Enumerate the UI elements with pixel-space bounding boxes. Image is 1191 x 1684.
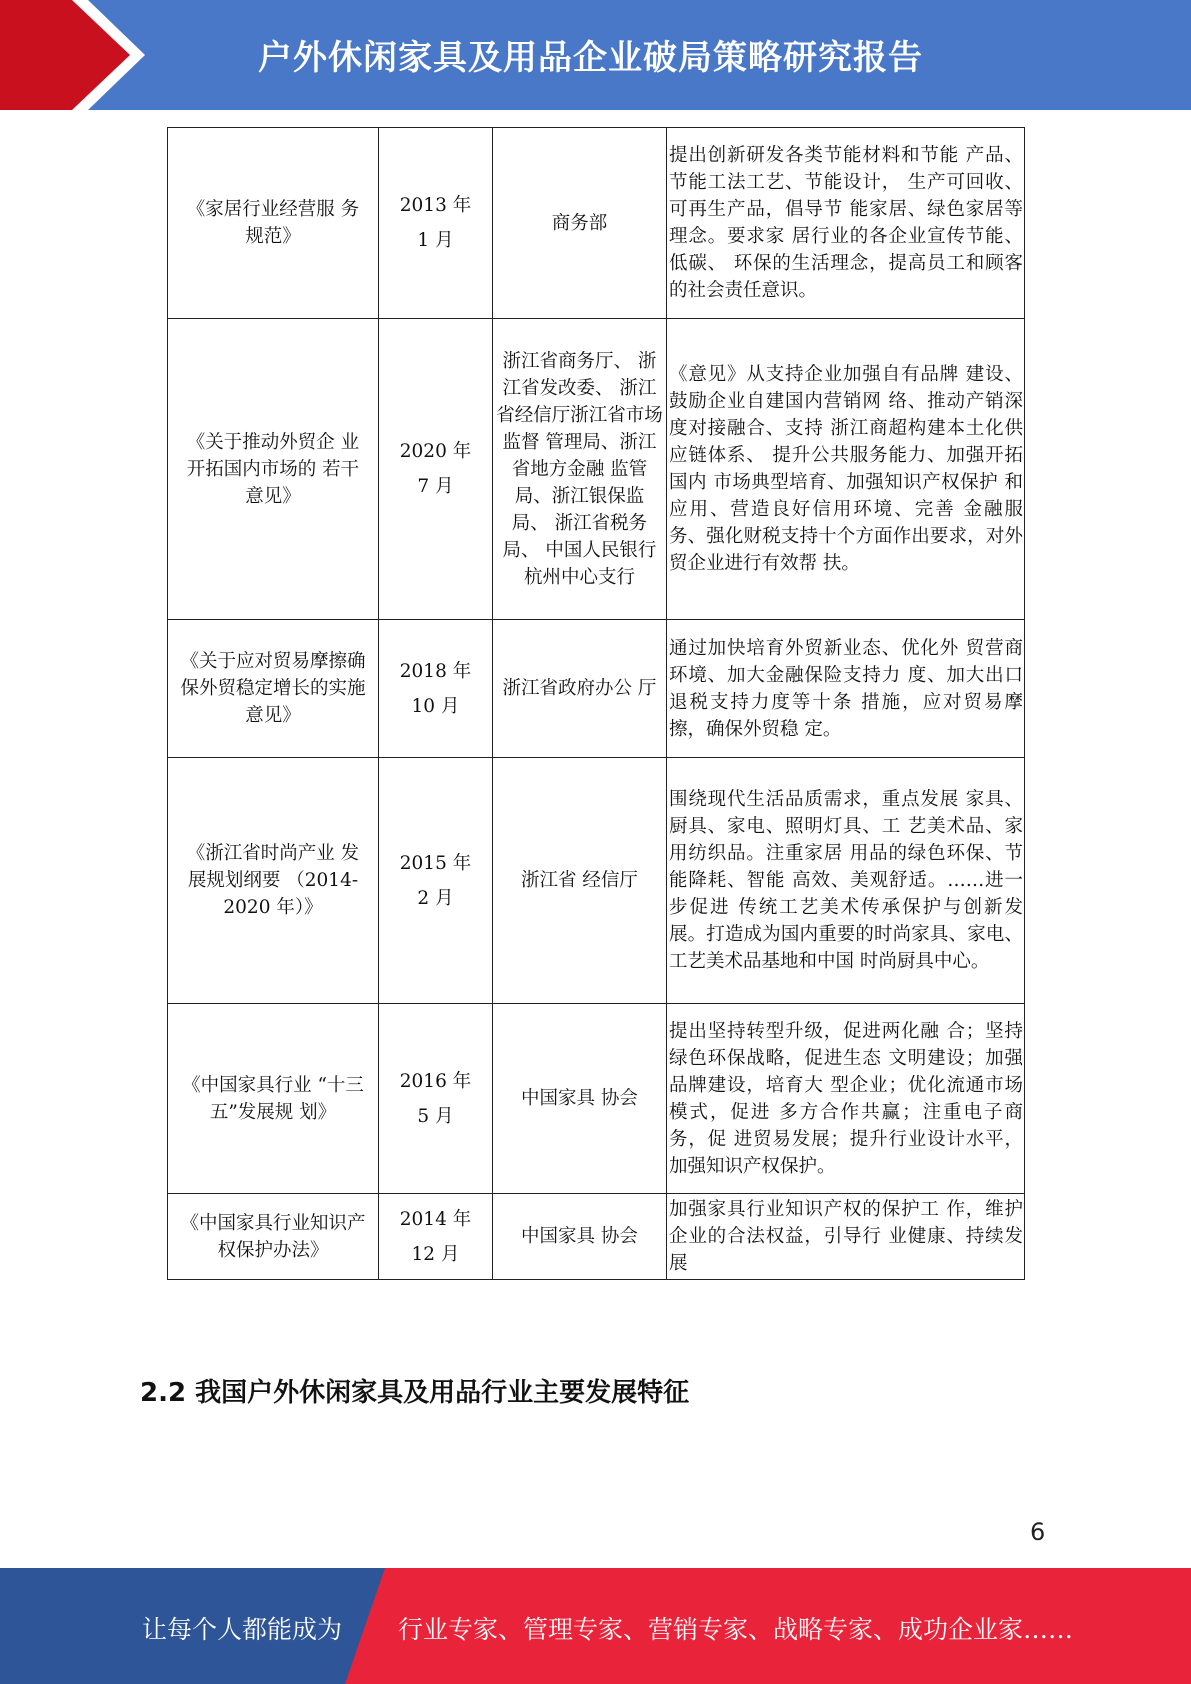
page-number: 6 (1030, 1518, 1046, 1546)
policy-department: 浙江省 经信厅 (493, 758, 667, 1004)
policy-date-year: 2018 年 (399, 660, 472, 682)
policy-content: 提出坚持转型升级，促进两化融 合；坚持绿色环保战略，促进生态 文明建设；加强品牌建设，培育大 型企业；优化流通市场模式，促进 多方合作共赢；注重电子商务，促 进贸易发展；提升行业设计水平， 加强知识产权保护。 (667, 1004, 1025, 1194)
policy-date-month: 10 月 (411, 695, 460, 717)
policy-date-year: 2020 年 (399, 441, 472, 462)
policy-department: 中国家具 协会 (493, 1004, 667, 1194)
report-title: 户外休闲家具及用品企业破局策略研究报告 (258, 38, 923, 78)
table-row (168, 1004, 1025, 1194)
table-row (168, 758, 1025, 1004)
footer-slogan-right: 行业专家、管理专家、营销专家、战略专家、成功企业家…… (398, 1615, 1074, 1644)
policy-date-year: 2016 年 (399, 1070, 472, 1092)
policy-content: 提出创新研发各类节能材料和节能 产品、节能工法工艺、节能设计， 生产可回收、可再生产品，倡导节 能家居、绿色家居等理念。要求家 居行业的各企业宣传节能、低碳、 环保的生活理念，提高员工和顾客 的社会责任意识。 (667, 128, 1025, 319)
policy-date-year: 2013 年 (399, 195, 472, 216)
policy-department: 商务部 (493, 128, 667, 319)
policy-date (379, 620, 493, 758)
policy-date (379, 758, 493, 1004)
policy-content: 围绕现代生活品质需求，重点发展 家具、厨具、家电、照明灯具、工 艺美术品、家用纺织品。注重家居 用品的绿色环保、节能降耗、智能 高效、美观舒适。……进一步促进 传统工艺美术传承保护与创新发 展。打造成为国内重要的时尚家具、家电、工艺美术品基地和中国 时尚厨具中心。 (667, 758, 1025, 1004)
table-row (168, 319, 1025, 620)
policy-date (379, 319, 493, 620)
table-row (168, 128, 1025, 319)
policy-date (379, 1194, 493, 1280)
policy-date-month: 12 月 (411, 1243, 460, 1265)
policy-date-month: 7 月 (417, 476, 454, 497)
header-chevron-decoration (0, 0, 150, 110)
policy-table (167, 127, 1025, 1280)
policy-date-month: 1 月 (417, 230, 454, 251)
policy-department: 浙江省商务厅、 浙江省发改委、 浙江省经信厅浙江省市场监督 管理局、浙江省地方金融 监管局、浙江银保监 局、 浙江省税务局、 中国人民银行杭州中心支行 (493, 319, 667, 620)
policy-content: 通过加快培育外贸新业态、优化外 贸营商环境、加大金融保险支持力 度、加大出口退税支持力度等十条 措施，应对贸易摩擦，确保外贸稳 定。 (667, 620, 1025, 758)
policy-content: 加强家具行业知识产权的保护工 作，维护企业的合法权益，引导行 业健康、持续发展 (667, 1194, 1025, 1280)
policy-date-month: 5 月 (417, 1105, 454, 1127)
policy-name: 《浙江省时尚产业 发展规划纲要 （2014-2020 年）》 (168, 758, 379, 1004)
page-header (0, 0, 1191, 110)
policy-department: 浙江省政府办公 厅 (493, 620, 667, 758)
policy-date-year: 2014 年 (399, 1208, 472, 1230)
policy-date (379, 128, 493, 319)
policy-name: 《关于推动外贸企 业开拓国内市场的 若干意见》 (168, 319, 379, 620)
policy-name: 《中国家具行业知识产权保护办法》 (168, 1194, 379, 1280)
page-footer (0, 1568, 1191, 1684)
policy-name: 《关于应对贸易摩擦确保外贸稳定增长的实施意见》 (168, 620, 379, 758)
policy-department: 中国家具 协会 (493, 1194, 667, 1280)
policy-date (379, 1004, 493, 1194)
table-row (168, 1194, 1025, 1280)
policy-date-year: 2015 年 (399, 852, 472, 874)
policy-name: 《家居行业经营服 务规范》 (168, 128, 379, 319)
policy-date-month: 2 月 (417, 887, 454, 909)
table-row (168, 620, 1025, 758)
policy-content: 《意见》从支持企业加强自有品牌 建设、鼓励企业自建国内营销网 络、推动产销深度对接融合、支持 浙江商超构建本土化供应链体系、 提升公共服务能力、加强开拓国内 市场典型培育、加强知识产权保护 和应用、营造良好信用环境、完善 金融服务、强化财税支持十个方面作出要求，对外贸企业进行有效帮 扶。 (667, 319, 1025, 620)
footer-slogan-left: 让每个人都能成为 (142, 1615, 343, 1644)
policy-name: 《中国家具行业 “十三五”发展规 划》 (168, 1004, 379, 1194)
section-heading: 2.2 我国户外休闲家具及用品行业主要发展特征 (140, 1378, 690, 1408)
